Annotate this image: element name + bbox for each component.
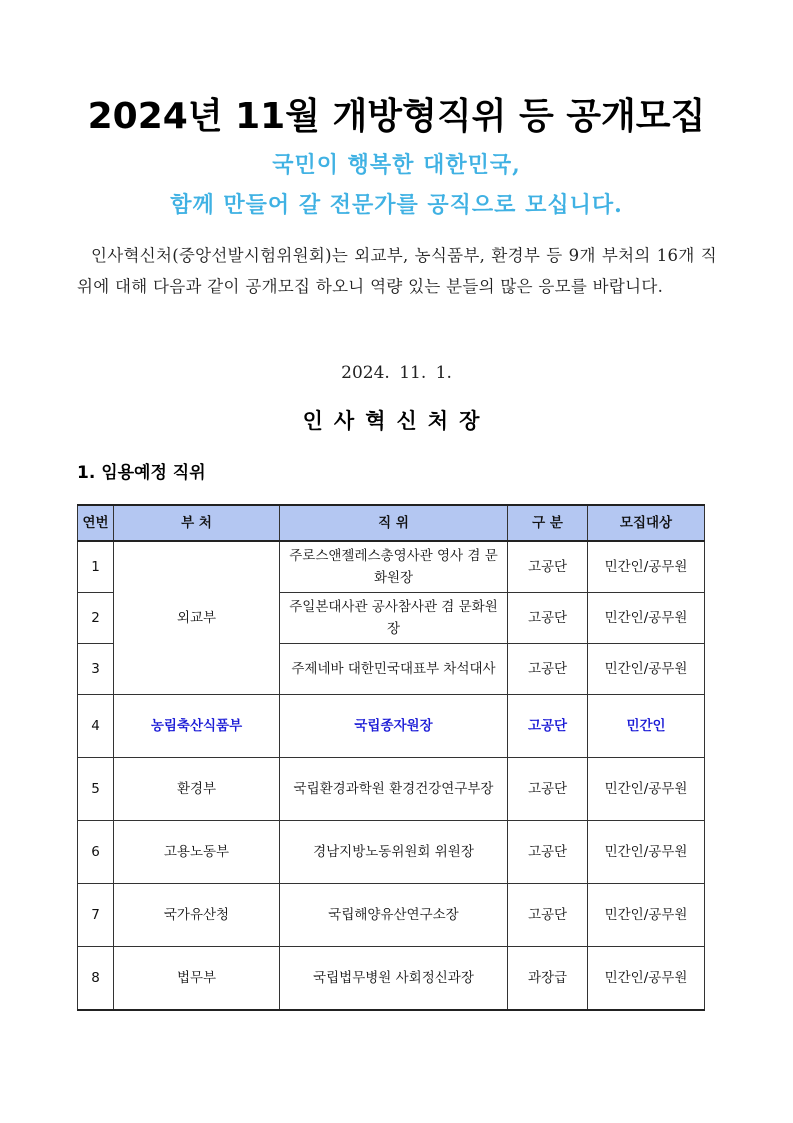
cell-dept: 고용노동부 bbox=[114, 821, 280, 884]
subtitle-line-1: 국민이 행복한 대한민국, bbox=[272, 152, 521, 178]
cell-dept: 법무부 bbox=[114, 947, 280, 1011]
cell-position: 국립법무병원 사회정신과장 bbox=[280, 947, 508, 1011]
cell-position: 주일본대사관 공사참사관 겸 문화원장 bbox=[280, 593, 508, 644]
cell-dept: 외교부 bbox=[114, 541, 280, 695]
header-dept: 부 처 bbox=[114, 505, 280, 541]
cell-position: 경남지방노동위원회 위원장 bbox=[280, 821, 508, 884]
table-row bbox=[78, 884, 705, 947]
cell-no: 6 bbox=[78, 821, 114, 884]
positions-table bbox=[77, 504, 705, 1011]
table-row-highlighted bbox=[78, 695, 705, 758]
cell-no: 7 bbox=[78, 884, 114, 947]
cell-target: 민간인 bbox=[588, 695, 705, 758]
cell-position: 주로스앤젤레스총영사관 영사 겸 문화원장 bbox=[280, 541, 508, 593]
header-grade: 구 분 bbox=[508, 505, 588, 541]
cell-grade: 고공단 bbox=[508, 695, 588, 758]
cell-position: 국립종자원장 bbox=[280, 695, 508, 758]
header-position: 직 위 bbox=[280, 505, 508, 541]
table-row bbox=[78, 947, 705, 1011]
cell-dept: 환경부 bbox=[114, 758, 280, 821]
cell-grade: 고공단 bbox=[508, 593, 588, 644]
section-title: 1. 임용예정 직위 bbox=[77, 463, 206, 483]
table-header-row bbox=[78, 505, 705, 541]
cell-position: 주제네바 대한민국대표부 차석대사 bbox=[280, 644, 508, 695]
cell-target: 민간인/공무원 bbox=[588, 541, 705, 593]
cell-grade: 고공단 bbox=[508, 758, 588, 821]
header-target: 모집대상 bbox=[588, 505, 705, 541]
cell-grade: 고공단 bbox=[508, 644, 588, 695]
document-title: 2024년 11월 개방형직위 등 공개모집 bbox=[87, 96, 706, 137]
cell-no: 2 bbox=[78, 593, 114, 644]
cell-target: 민간인/공무원 bbox=[588, 821, 705, 884]
table-row bbox=[78, 758, 705, 821]
header-no: 연번 bbox=[78, 505, 114, 541]
cell-dept: 국가유산청 bbox=[114, 884, 280, 947]
cell-position: 국립환경과학원 환경건강연구부장 bbox=[280, 758, 508, 821]
cell-dept: 농림축산식품부 bbox=[114, 695, 280, 758]
cell-position: 국립해양유산연구소장 bbox=[280, 884, 508, 947]
cell-no: 1 bbox=[78, 541, 114, 593]
cell-grade: 과장급 bbox=[508, 947, 588, 1011]
cell-no: 8 bbox=[78, 947, 114, 1011]
cell-no: 4 bbox=[78, 695, 114, 758]
cell-target: 민간인/공무원 bbox=[588, 947, 705, 1011]
cell-grade: 고공단 bbox=[508, 884, 588, 947]
table-row bbox=[78, 541, 705, 593]
announcement-date: 2024. 11. 1. bbox=[341, 363, 452, 383]
table-row bbox=[78, 821, 705, 884]
cell-no: 3 bbox=[78, 644, 114, 695]
intro-paragraph: 인사혁신처(중앙선발시험위원회)는 외교부, 농식품부, 환경부 등 9개 부처의 16개 직위에 대해 다음과 같이 공개모집 하오니 역량 있는 분들의 많은 응모를 바랍니다. bbox=[77, 246, 717, 296]
cell-grade: 고공단 bbox=[508, 541, 588, 593]
subtitle-line-2: 함께 만들어 갈 전문가를 공직으로 모십니다. bbox=[170, 192, 623, 218]
cell-target: 민간인/공무원 bbox=[588, 644, 705, 695]
cell-target: 민간인/공무원 bbox=[588, 758, 705, 821]
cell-no: 5 bbox=[78, 758, 114, 821]
cell-target: 민간인/공무원 bbox=[588, 593, 705, 644]
cell-target: 민간인/공무원 bbox=[588, 884, 705, 947]
signer-name: 인사혁신처장 bbox=[302, 409, 491, 433]
cell-grade: 고공단 bbox=[508, 821, 588, 884]
